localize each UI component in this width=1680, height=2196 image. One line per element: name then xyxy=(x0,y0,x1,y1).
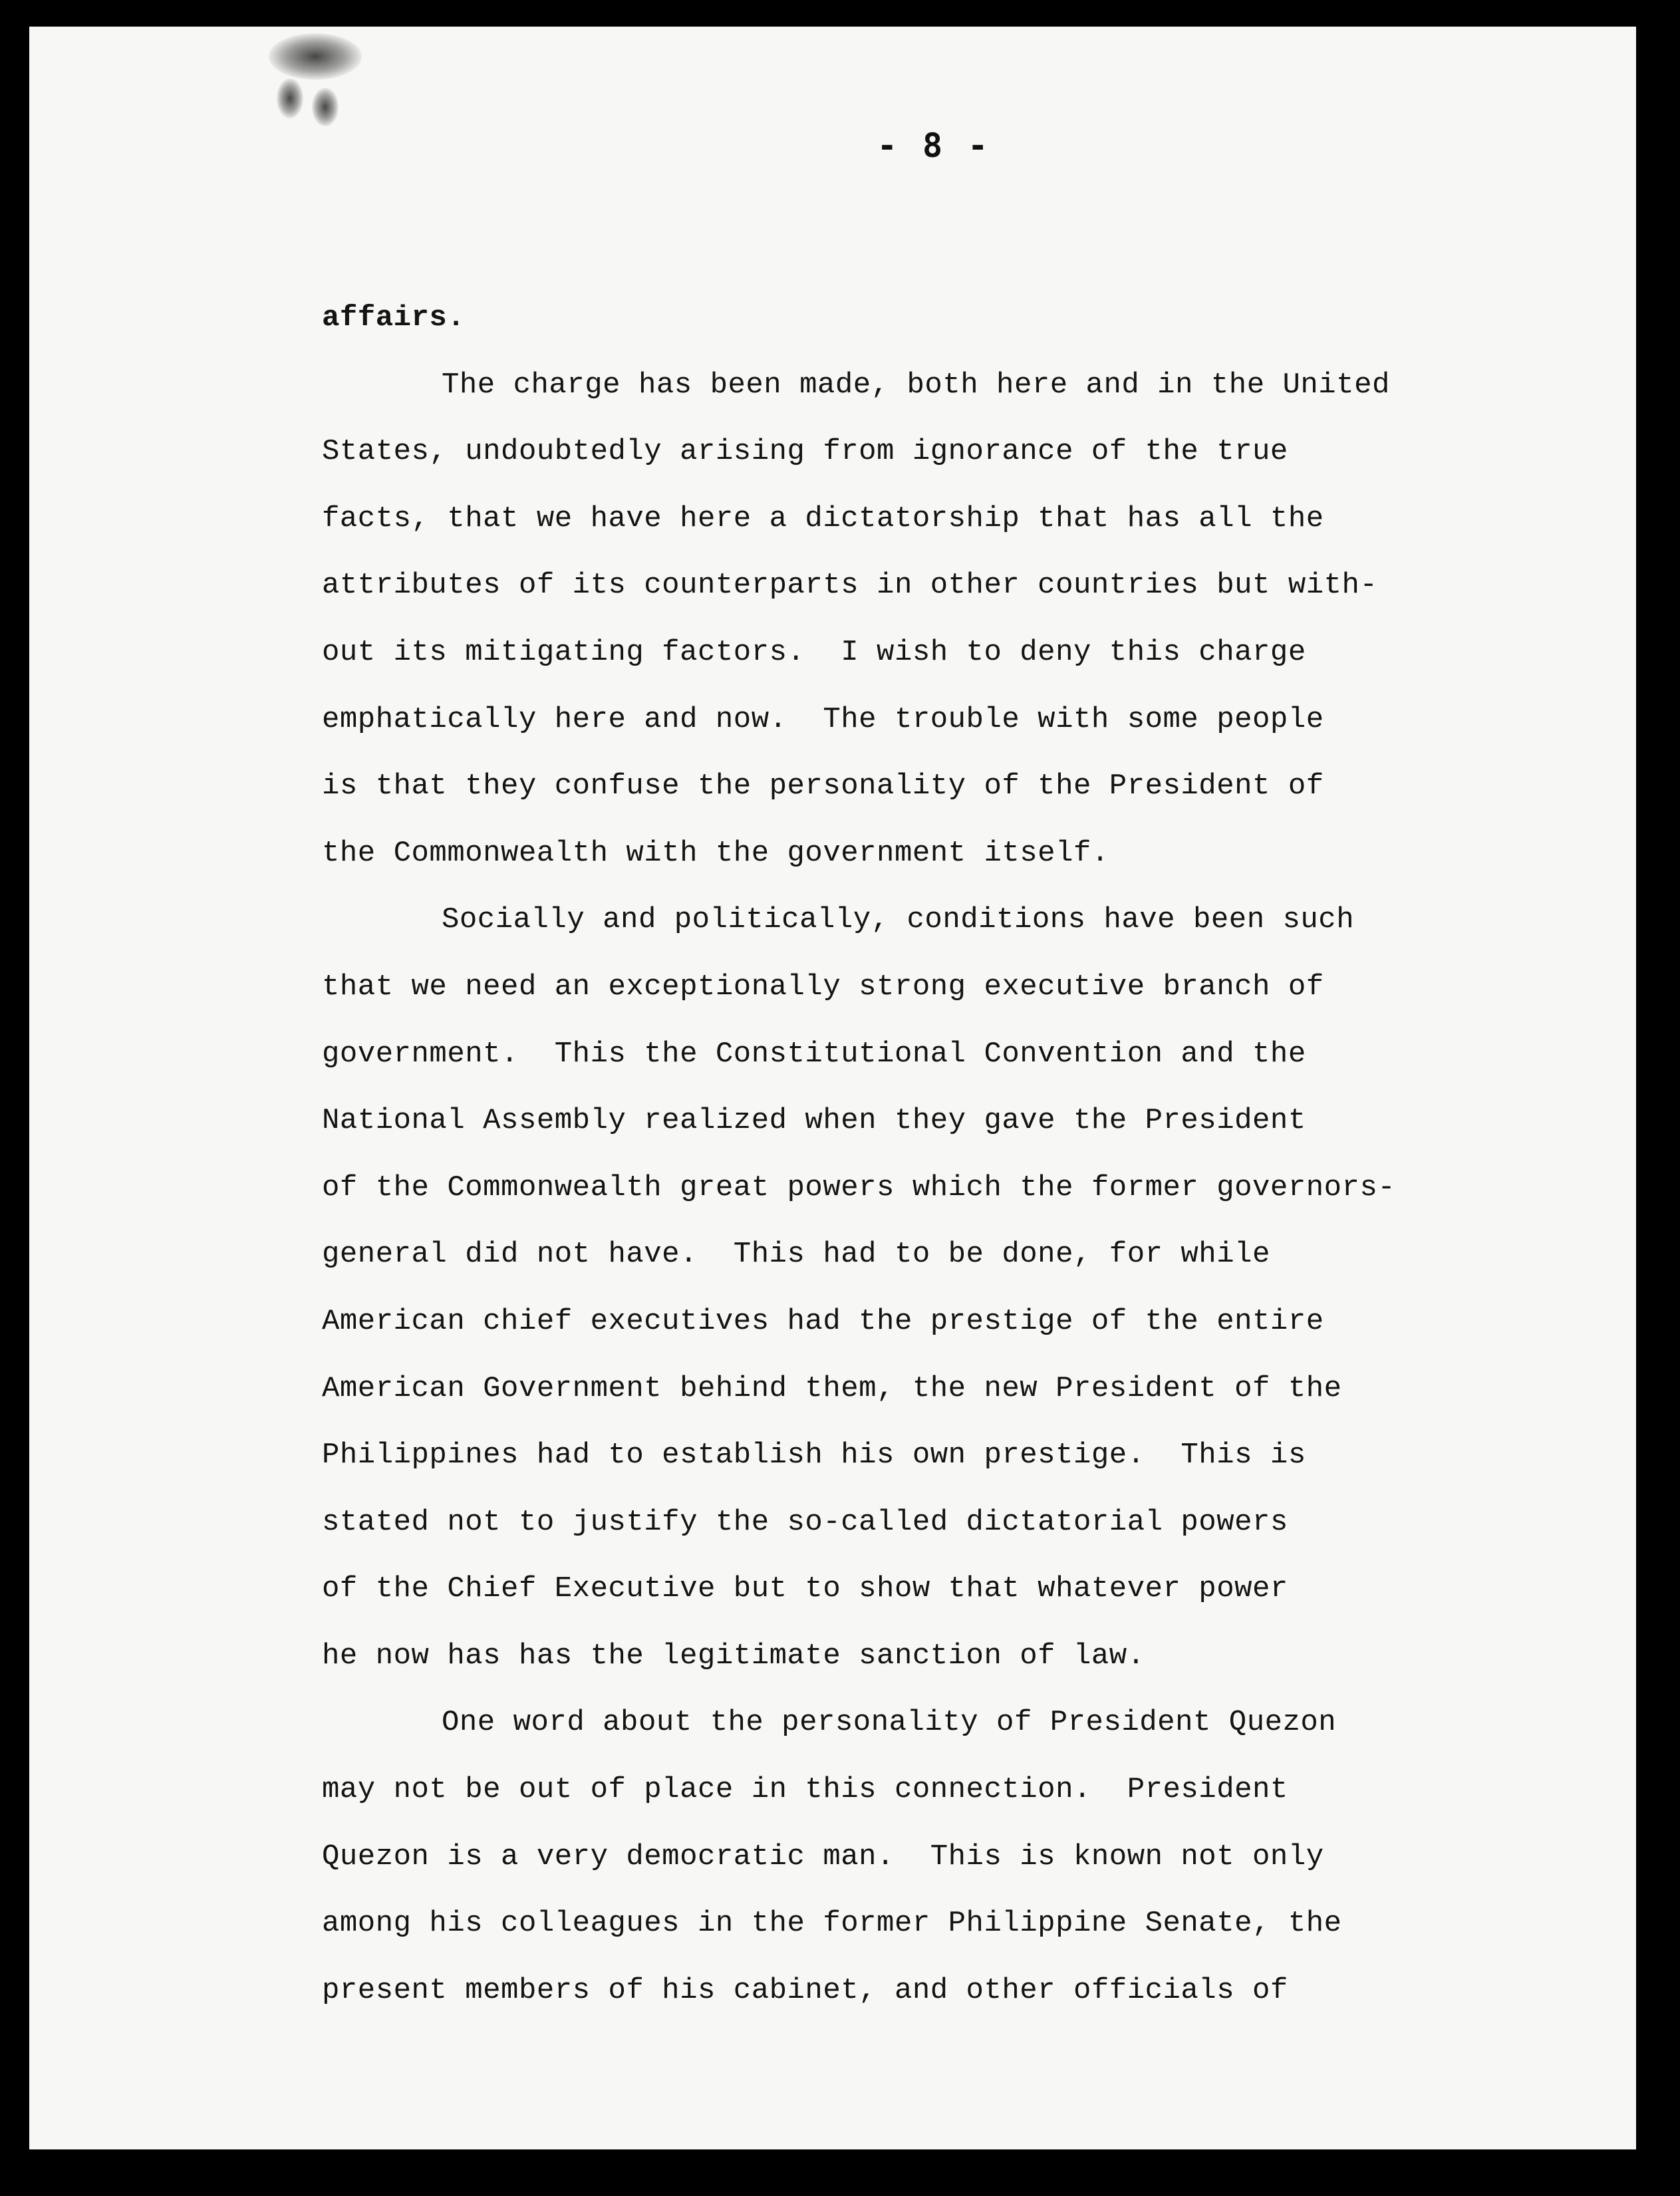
text-line: States, undoubtedly arising from ignorance of the true xyxy=(322,435,1288,469)
text-line: One word about the personality of President Quezon xyxy=(442,1706,1337,1740)
text-line: Socially and politically, conditions have been such xyxy=(442,903,1355,937)
text-line: Philippines had to establish his own prestige. This is xyxy=(322,1439,1306,1472)
ink-smudge xyxy=(269,33,362,80)
body-text xyxy=(322,285,1586,2024)
text-line: The charge has been made, both here and in the United xyxy=(442,368,1390,402)
text-line: American chief executives had the prestige of the entire xyxy=(322,1304,1324,1338)
text-line: affairs. xyxy=(322,301,466,335)
text-line: he now has has the legitimate sanction of law. xyxy=(322,1639,1145,1673)
text-line: that we need an exceptionally strong executive branch of xyxy=(322,970,1324,1004)
text-line: among his colleagues in the former Philippine Senate, the xyxy=(322,1907,1342,1941)
text-line: the Commonwealth with the government itself. xyxy=(322,836,1109,870)
text-line: general did not have. This had to be done, for while xyxy=(322,1238,1270,1272)
text-line: government. This the Constitutional Convention and the xyxy=(322,1037,1306,1071)
document-page xyxy=(29,27,1636,2149)
text-line: National Assembly realized when they gave the President xyxy=(322,1104,1306,1138)
text-line: emphatically here and now. The trouble with some people xyxy=(322,702,1324,736)
text-line: of the Commonwealth great powers which the former governors- xyxy=(322,1170,1396,1204)
text-line: attributes of its counterparts in other countries but with- xyxy=(322,569,1378,603)
text-line: stated not to justify the so-called dictatorial powers xyxy=(322,1505,1288,1539)
text-line: is that they confuse the personality of the President of xyxy=(322,769,1324,803)
ink-smudge xyxy=(277,78,303,118)
ink-smudge xyxy=(312,88,339,126)
text-line: out its mitigating factors. I wish to deny this charge xyxy=(322,635,1306,669)
page-number: - 8 - xyxy=(877,126,991,165)
text-line: present members of his cabinet, and other officials of xyxy=(322,1973,1288,2007)
text-line: may not be out of place in this connection. President xyxy=(322,1773,1288,1807)
text-line: Quezon is a very democratic man. This is known not only xyxy=(322,1840,1324,1873)
text-line: of the Chief Executive but to show that whatever power xyxy=(322,1572,1288,1606)
text-line: facts, that we have here a dictatorship that has all the xyxy=(322,501,1324,535)
text-line: American Government behind them, the new President of the xyxy=(322,1371,1342,1405)
